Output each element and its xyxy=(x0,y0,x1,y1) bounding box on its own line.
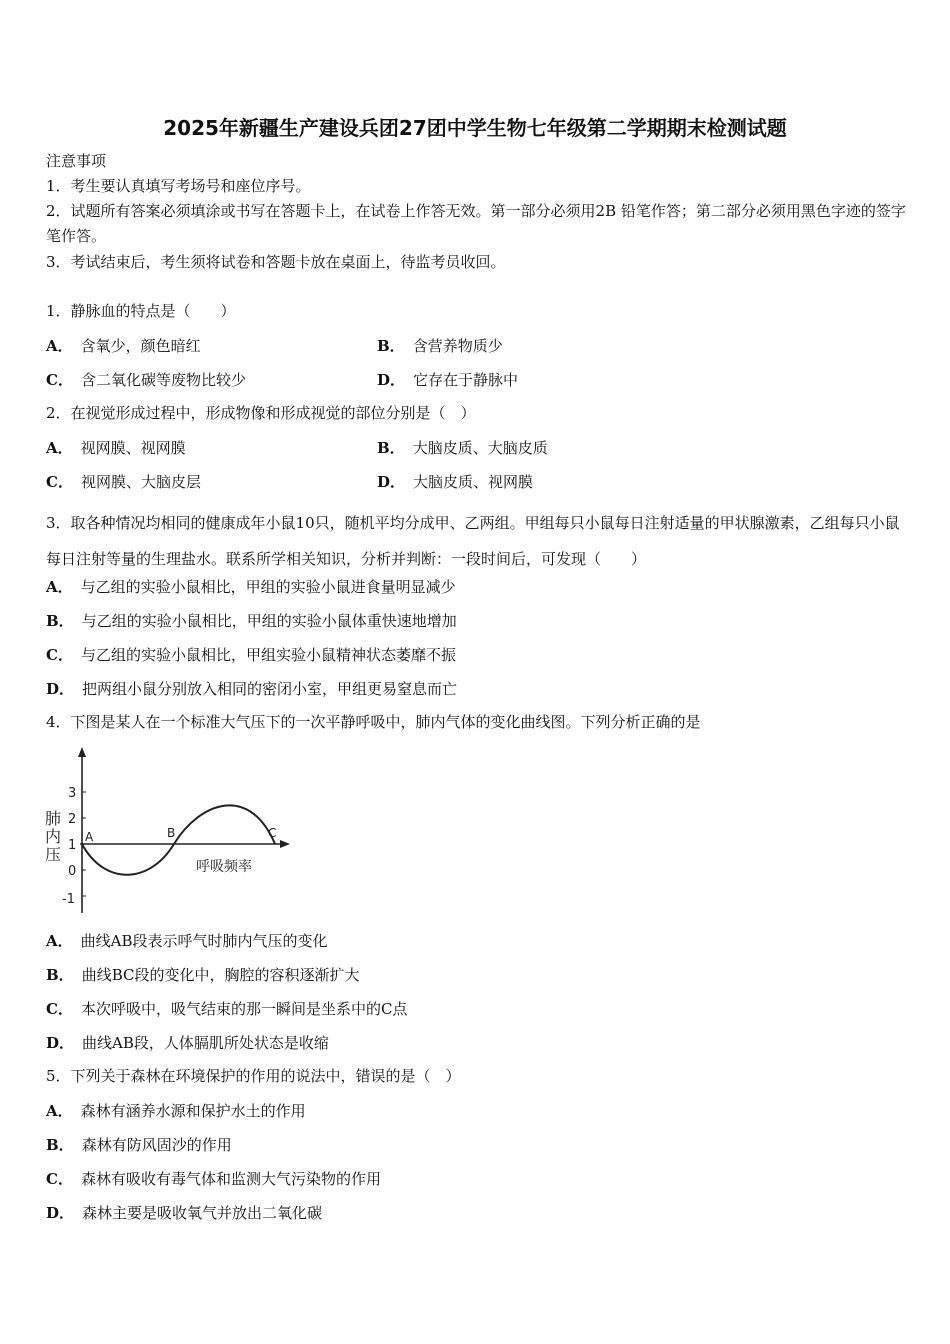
q5-option-c xyxy=(46,1168,381,1189)
notice-heading: 注意事项 xyxy=(46,152,107,170)
y-label-char: 肺 xyxy=(45,809,62,828)
option-label: D． xyxy=(46,1204,75,1222)
option-text: 森林有防风固沙的作用 xyxy=(81,1136,232,1154)
option-text: 曲线AB段表示呼气时肺内气压的变化 xyxy=(80,932,328,950)
option-label: A． xyxy=(46,439,73,457)
option-label: B． xyxy=(46,1136,74,1154)
option-label: D． xyxy=(46,1034,75,1052)
option-label: B． xyxy=(377,337,405,355)
q1-option-b xyxy=(377,335,503,356)
option-label: A． xyxy=(46,1102,73,1120)
option-text: 含氧少，颜色暗红 xyxy=(80,337,201,355)
q3-option-b xyxy=(46,610,457,631)
option-label: C． xyxy=(46,646,73,664)
notice-item-2: 2．试题所有答案必须填涂或书写在答题卡上，在试卷上作答无效。第一部分必须用2B 铅笔作答；第二部分必须用黑色字迹的签字笔作答。 xyxy=(46,202,906,245)
y-tick-label: -1 xyxy=(62,892,75,907)
q2-option-c xyxy=(46,471,201,492)
option-text: 森林有涵养水源和保护水土的作用 xyxy=(80,1102,306,1120)
option-label: D． xyxy=(46,680,75,698)
y-tick-label: 1 xyxy=(68,838,77,853)
q5-option-d xyxy=(46,1202,322,1223)
q4-stem: 4．下图是某人在一个标准大气压下的一次平静呼吸中，肺内气体的变化曲线图。下列分析正确的是 xyxy=(46,713,701,731)
notice-item-3: 3．考试结束后，考生须将试卷和答题卡放在桌面上，待监考员收回。 xyxy=(46,253,506,271)
y-tick-label: 2 xyxy=(68,812,77,827)
point-label-a: A xyxy=(85,830,94,844)
option-text: 视网膜、大脑皮层 xyxy=(80,473,201,491)
q4-option-d xyxy=(46,1032,329,1053)
option-text: 含二氧化碳等废物比较少 xyxy=(80,371,246,389)
q1-option-d xyxy=(377,369,518,390)
option-label: C． xyxy=(46,1000,73,1018)
q2-option-b xyxy=(377,437,548,458)
q5-stem: 5．下列关于森林在环境保护的作用的说法中，错误的是（ ） xyxy=(46,1067,461,1085)
option-label: B． xyxy=(46,612,74,630)
y-tick-label: 0 xyxy=(68,864,77,879)
option-text: 与乙组的实验小鼠相比，甲组的实验小鼠进食量明显减少 xyxy=(80,578,456,596)
option-label: B． xyxy=(377,439,405,457)
y-label-char: 内 xyxy=(45,827,62,846)
option-label: C． xyxy=(46,473,73,491)
option-text: 森林有吸收有毒气体和监测大气污染物的作用 xyxy=(80,1170,381,1188)
q3-option-d xyxy=(46,678,457,699)
option-label: A． xyxy=(46,932,73,950)
option-text: 曲线BC段的变化中，胸腔的容积逐渐扩大 xyxy=(81,966,360,984)
point-label-b: B xyxy=(167,826,176,840)
option-text: 大脑皮质、大脑皮质 xyxy=(412,439,548,457)
q4-option-b xyxy=(46,964,359,985)
option-label: D． xyxy=(377,473,406,491)
option-label: C． xyxy=(46,371,73,389)
q2-option-a xyxy=(46,437,186,458)
option-text: 视网膜、视网膜 xyxy=(80,439,186,457)
option-label: B． xyxy=(46,966,74,984)
option-text: 与乙组的实验小鼠相比，甲组的实验小鼠体重快速地增加 xyxy=(81,612,457,630)
option-text: 大脑皮质、视网膜 xyxy=(413,473,534,491)
q1-option-a xyxy=(46,335,201,356)
option-text: 森林主要是吸收氧气并放出二氧化碳 xyxy=(82,1204,323,1222)
q4-option-c xyxy=(46,998,407,1019)
q2-option-d xyxy=(377,471,533,492)
option-label: D． xyxy=(377,371,406,389)
option-label: A． xyxy=(46,337,73,355)
q4-option-a xyxy=(46,930,328,951)
q5-option-b xyxy=(46,1134,232,1155)
point-label-c: C xyxy=(268,826,277,840)
q2-stem: 2．在视觉形成过程中，形成物像和形成视觉的部位分别是（ ） xyxy=(46,404,476,422)
option-text: 它存在于静脉中 xyxy=(413,371,519,389)
exam-title: 2025年新疆生产建设兵团27团中学生物七年级第二学期期末检测试题 xyxy=(163,116,787,140)
option-text: 曲线AB段，人体膈肌所处状态是收缩 xyxy=(82,1034,329,1052)
option-text: 含营养物质少 xyxy=(412,337,503,355)
option-label: C． xyxy=(46,1170,73,1188)
q3-option-c xyxy=(46,644,456,665)
option-text: 本次呼吸中，吸气结束的那一瞬间是坐系中的C点 xyxy=(80,1000,408,1018)
option-text: 把两组小鼠分别放入相同的密闭小室，甲组更易窒息而亡 xyxy=(82,680,458,698)
y-axis-arrow xyxy=(78,747,86,757)
lung-pressure-figure xyxy=(44,745,294,915)
q5-option-a xyxy=(46,1100,306,1121)
q1-option-c xyxy=(46,369,246,390)
q3-stem: 3．取各种情况均相同的健康成年小鼠10只，随机平均分成甲、乙两组。甲组每只小鼠每日注射适量的甲状腺激素，乙组每只小鼠每日注射等量的生理盐水。联系所学相关知识，分析并判断：一段时间后，可发现（ ） xyxy=(46,514,900,568)
x-axis-label: 呼吸频率 xyxy=(196,859,252,875)
q1-stem: 1．静脉血的特点是（ ） xyxy=(46,302,236,320)
q3-option-a xyxy=(46,576,456,597)
option-label: A． xyxy=(46,578,73,596)
notice-item-1: 1．考生要认真填写考场号和座位序号。 xyxy=(46,177,311,195)
y-tick-label: 3 xyxy=(68,786,77,801)
option-text: 与乙组的实验小鼠相比，甲组实验小鼠精神状态萎靡不振 xyxy=(80,646,456,664)
x-axis-arrow xyxy=(280,840,290,848)
y-label-char: 压 xyxy=(45,845,62,864)
